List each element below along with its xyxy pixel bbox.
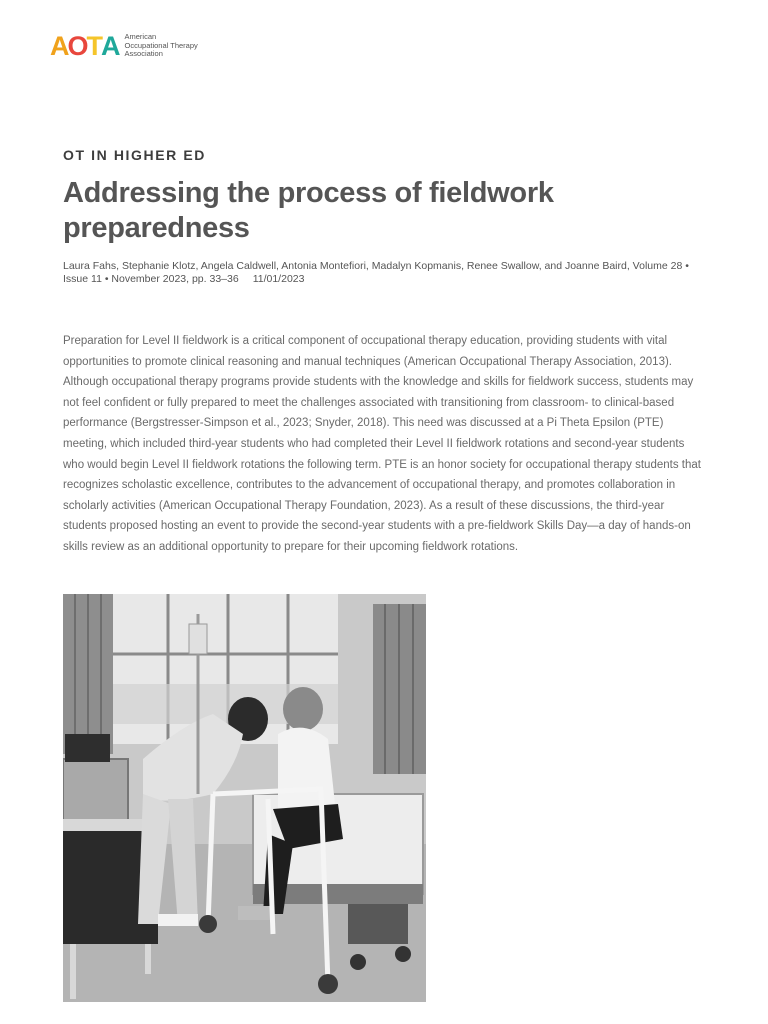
logo-letter-1: A <box>50 31 68 61</box>
article-photo <box>63 594 426 1002</box>
logo-letter-4: A <box>101 31 119 61</box>
logo-letter-2: O <box>67 31 87 61</box>
section-label[interactable]: OT IN HIGHER ED <box>63 147 207 163</box>
photo-illustration <box>63 594 426 1002</box>
article-byline <box>63 260 713 286</box>
authors-and-issue: Laura Fahs, Stephanie Klotz, Angela Caldwell, Antonia Montefiori, Madalyn Kopmanis, Renee Swallow, and Joanne Baird, Volume 28 • Issue 11 • November 2023, pp. 33–36 <box>63 260 689 285</box>
logo-line-3: Association <box>124 49 163 59</box>
aota-logo-mark <box>50 32 119 60</box>
publish-date: 11/01/2023 <box>252 273 305 285</box>
logo-wordmark <box>125 33 198 59</box>
article-body-paragraph: Preparation for Level II fieldwork is a critical component of occupational therapy education, providing students with vital opportunities to promote clinical reasoning and manual techniques (American Occupational Therapy Association, 2013). Although occupational therapy programs provide students with the knowledge and skills for fieldwork success, students may not feel confident or fully prepared to meet the challenges associated with transitioning from classroom- to clinical-based performance (Bergstresser-Simpson et al., 2023; Snyder, 2018). This need was discussed at a Pi Theta Epsilon (PTE) meeting, which included third-year students who had completed their Level II fieldwork rotations and second-year students who would begin Level II fieldwork rotations the following term. PTE is an honor society for occupational therapy students that recognizes scholastic excellence, contributes to the advancement of occupational therapy, and promotes collaboration in scholarly activities (American Occupational Therapy Foundation, 2023). As a result of these discussions, the third-year students proposed hosting an event to provide the second-year students with a pre-fieldwork Skills Day—a day of hands-on skills review as an additional opportunity to prepare for their upcoming fieldwork rotations. <box>63 335 701 553</box>
logo-line-2: Occupational Therapy <box>124 40 198 50</box>
logo-line-1: American <box>124 32 157 42</box>
logo-letter-3: T <box>86 31 102 61</box>
article-title: Addressing the process of fieldwork preparedness <box>63 177 554 244</box>
aota-logo[interactable] <box>50 32 198 60</box>
